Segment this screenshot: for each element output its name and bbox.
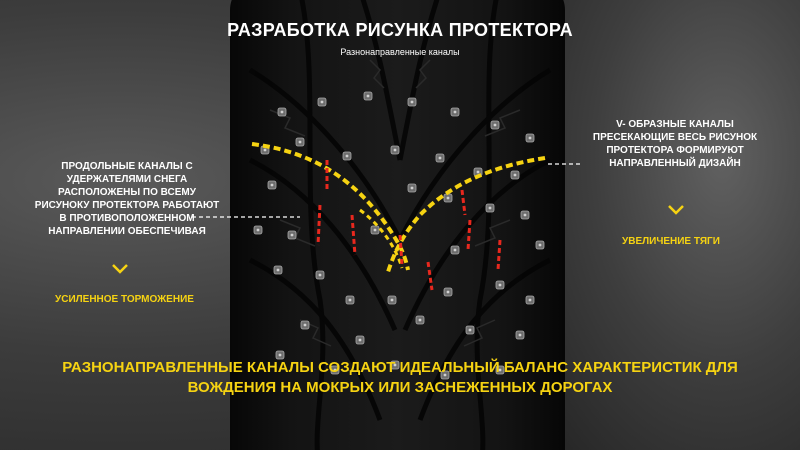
tire-stud-pin	[349, 299, 352, 302]
tire-stud-pin	[529, 299, 532, 302]
bottom-caption	[0, 358, 800, 398]
tire-stud-pin	[279, 354, 282, 357]
tire-stud-pin	[374, 229, 377, 232]
tire-stud-pin	[291, 234, 294, 237]
left-benefit-label: УСИЛЕННОЕ ТОРМОЖЕНИЕ	[55, 294, 194, 305]
right-benefit-label: УВЕЛИЧЕНИЕ ТЯГИ	[622, 236, 720, 247]
tire-stud-pin	[447, 291, 450, 294]
tire-stud-pin	[419, 319, 422, 322]
tire-stud-pin	[439, 157, 442, 160]
left-description: ПРОДОЛЬНЫЕ КАНАЛЫ С УДЕРЖАТЕЛЯМИ СНЕГА РАСПОЛОЖЕНЫ ПО ВСЕМУ РИСУНОКУ ПРОТЕКТОРА РАБОТАЮТ В ПРОТИВОПОЛОЖЕННОМ НАПРАВЛЕНИИ ОБЕСПЕЧИВАЯ	[34, 161, 220, 237]
tire-stud-pin	[264, 149, 267, 152]
tire-stud-pin	[394, 149, 397, 152]
tire-stud-pin	[346, 155, 349, 158]
bottom-caption-line-1: РАЗНОНАПРАВЛЕННЫЕ КАНАЛЫ СОЗДАЮТ ИДЕАЛЬНЫЙ БАЛАНС ХАРАКТЕРИСТИК ДЛЯ	[62, 359, 738, 376]
tire-stud-pin	[454, 111, 457, 114]
tire-stud-pin	[447, 197, 450, 200]
tire-stud-pin	[469, 329, 472, 332]
tire-stud-pin	[299, 141, 302, 144]
tire-stud-pin	[524, 214, 527, 217]
tire-stud-pin	[359, 339, 362, 342]
tire-stud-pin	[304, 324, 307, 327]
tire-stud-pin	[519, 334, 522, 337]
tire-stud-pin	[529, 137, 532, 140]
tire-stud-pin	[494, 124, 497, 127]
tire-stud-pin	[321, 101, 324, 104]
chevron-down-icon	[112, 262, 128, 276]
tire-stud-pin	[411, 187, 414, 190]
tire-stud-pin	[477, 171, 480, 174]
tire-stud-pin	[411, 101, 414, 104]
tire-stud-pin	[391, 299, 394, 302]
bottom-caption-line-2: ВОЖДЕНИЯ НА МОКРЫХ ИЛИ ЗАСНЕЖЕННЫХ ДОРОГАХ	[187, 379, 613, 396]
right-description: V- ОБРАЗНЫЕ КАНАЛЫ ПРЕСЕКАЮЩИЕ ВЕСЬ РИСУНОК ПРОТЕКТОРА ФОРМИРУЮТ НАПРАВЛЕННЫЙ ДИЗАЙН	[592, 119, 758, 169]
tire-stud-pin	[514, 174, 517, 177]
tire-stud-pin	[319, 274, 322, 277]
page-title: РАЗРАБОТКА РИСУНКА ПРОТЕКТОРА	[227, 20, 573, 40]
chevron-down-icon	[668, 203, 684, 217]
page-subtitle: Разнонаправленные каналы	[340, 47, 460, 57]
tire-stud-pin	[489, 207, 492, 210]
tire-stud-pin	[539, 244, 542, 247]
tire-stud-pin	[499, 284, 502, 287]
tire-stud-pin	[454, 249, 457, 252]
tire-stud-pin	[281, 111, 284, 114]
tire-stud-pin	[271, 184, 274, 187]
tire-stud-pin	[277, 269, 280, 272]
tire-stud-pin	[367, 95, 370, 98]
tire-stud-pin	[257, 229, 260, 232]
